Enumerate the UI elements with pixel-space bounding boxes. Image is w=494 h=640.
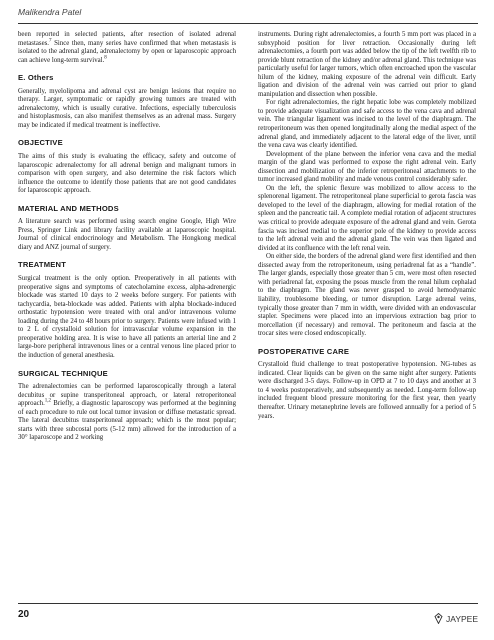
publisher-logo [434, 613, 478, 624]
heading-others: E. Others [18, 73, 54, 83]
heading-surgical-technique: SURGICAL TECHNIQUE [18, 368, 108, 378]
methods-paragraph: A literature search was performed using search engine Google, High Wire Press, Springer Link and library facility available at laparoscopic hospital. Journal of clinical endocrinology and Metabolism. The Hongkong medical diary and ANZ journal of surgery. [18, 218, 236, 251]
citation: 7 [48, 38, 52, 44]
objective-paragraph: The aims of this study is evaluating the efficacy, safety and outcome of laparoscopic adrenalectomy for all adrenal benign and malignant tumors in comparison with open surgery, and also determine the risk factors which influence the outcome to identify those patients that are not good candidates for laparoscopic approach. [18, 153, 236, 195]
page-number: 20 [18, 609, 30, 620]
others-paragraph: Generally, myelolipoma and adrenal cyst are benign lesions that require no therapy. Larger, symptomatic or rapidly growing tumors are treated with adrenalectomy, which is usually curative. Infections, especially tuberculosis and histoplasmosis, can also manifest themselves as an adrenal mass. Surgery may be indicated if medical treatment is ineffective. [18, 87, 236, 129]
heading-material-methods: MATERIAL AND METHODS [18, 203, 119, 213]
citation: 8 [104, 55, 107, 61]
header-rule [18, 23, 478, 24]
instruments-paragraph: instruments. During right adrenalectomies, a fourth 5 mm port was placed in a subxyphoid position for liver retraction. Occasionally during left adrenalectomies, a fourth port was added below the tip of the left twelfth rib to provide blunt retraction of the kidney and/or adrenal gland. This technique was particularly useful for larger tumors, which often encroached upon the vascular hilum of the kidney, making exposure of the adrenal vein difficult. Early ligation and division of the adrenal vein was carried out prior to gland manipulation and dissection when possible. [258, 31, 476, 98]
technique-paragraph: The adrenalectomies can be performed laparoscopically through a lateral decubitus or supine transperitoneal approach, or lateral retroperitoneal approach.$^{1,2}$ Briefly, a diagnostic laparoscopy was performed at the beginning of each procedure to rule out local tumor invasion or diffuse metastatic spread. The lateral decubitus transperitoneal approach; which is the most popular; starts with three subcostal ports (5-12 mm) allowed for the introduction of a 30° laparoscope and 2 working [18, 383, 236, 442]
running-head-author: Malikendra Patel [18, 7, 82, 17]
jaypee-logo-icon [434, 613, 443, 624]
treatment-paragraph: Surgical treatment is the only option. Preoperatively in all patients with preoperative signs and symptoms of catecholamine excess, alpha-adrenergic blockade was started 10 days to 2 weeks before surgery. For patients with tachycardia, beta-blockade was added. Patients with alpha blockade-induced orthostatic hypotension were treated with oral and/or intravenous volume loading during the 24 to 48 hours prior to surgery. Patients were infused with 1 to 2 L of crystalloid solution for intravascular volume expansion in the preoperative holding area. It is wise to have all patients an arterial line and 2 large-bore peripheral intravenous lines or a central venous line placed prior to the induction of general anesthesia. [18, 275, 236, 359]
publisher-name: JAYPEE [446, 613, 478, 624]
footer-rule [18, 603, 478, 604]
ivc-plane-paragraph: Development of the plane between the inferior vena cava and the medial margin of the gland was performed to expose the right adrenal vein. Early dissection and mobilization of the inferior retroperitoneal attachments to the tumor increased gland mobility and made venous control considerably safer. [258, 150, 476, 184]
either-side-paragraph: On either side, the borders of the adrenal gland were first identified and then dissected away from the retroperitoneum, using periadrenal fat as a “handle”. The larger glands, especially those greater than 5 cm, were most often resected with periadrenal fat, exposing the psoas muscle from the renal hilum cephalad to the diaphragm. The gland was never grasped to avoid hemodynamic liability, troublesome bleeding, or tumor disruption. Large adrenal veins, typically those greater than 7 mm in width, were divided with an endovascular stapler. Specimens were placed into an impervious extraction bag prior to morcellation (if necessary) and removal. The peritoneum and fascia at the trocar sites were closed endoscopically. [258, 253, 476, 338]
right-adrenalectomy-paragraph: For right adrenalectomies, the right hepatic lobe was completely mobilized to provide adequate visualization and safe access to the vena cava and adrenal vein. The triangular ligament was incised to the level of the diaphragm. The retroperitoneum was then opened longitudinally along the medial aspect of the adrenal gland, and immediately adjacent to the lateral edge of the liver, until the vena cava was clearly identified. [258, 99, 476, 150]
postop-paragraph: Crystalloid fluid challenge to treat postoperative hypotension. NG-tubes as indicated. Clear liquids can be given on the same night after surgery. Patients were discharged 3-5 days. Follow-up in OPD at 7 to 10 days and another at 3 to 4 weeks postoperatively, and subsequently as needed. Long-term follow-up included frequent blood pressure monitoring for the first year, then yearly thereafter. Urinary metanephrine levels are followed annually for a period of 5 years. [258, 361, 476, 420]
citation: 1,2 [44, 398, 52, 404]
left-side-paragraph: On the left, the splenic flexure was mobilized to allow access to the splenorenal ligament. The retroperitoneal plane superficial to gerota fascia was developed to the level of the diaphragm, allowing for medial rotation of the spleen and the pancreatic tail. A complete medial rotation of adjacent structures was critical to provide adequate exposure of the adrenal gland and vein. Gerota fascia was incised medial to the superior pole of the kidney to provide access to the left adrenal vein and the adrenal gland. The vein was then ligated and divided at its confluence with the left renal vein. [258, 184, 476, 252]
heading-objective: OBJECTIVE [18, 138, 63, 148]
heading-postoperative-care: POSTOPERATIVE CARE [258, 346, 350, 356]
heading-treatment: TREATMENT [18, 260, 67, 270]
right-column [258, 31, 476, 428]
intro-paragraph: been reported in selected patients, after resection of isolated adrenal metastases.$^7$ Since then, many series have confirmed that when metastasis is isolated to the adrenal gland, adrenalectomy by open or laparoscopic approach can achieve long-term survival.$^8$ [18, 31, 236, 64]
left-column [18, 31, 236, 450]
